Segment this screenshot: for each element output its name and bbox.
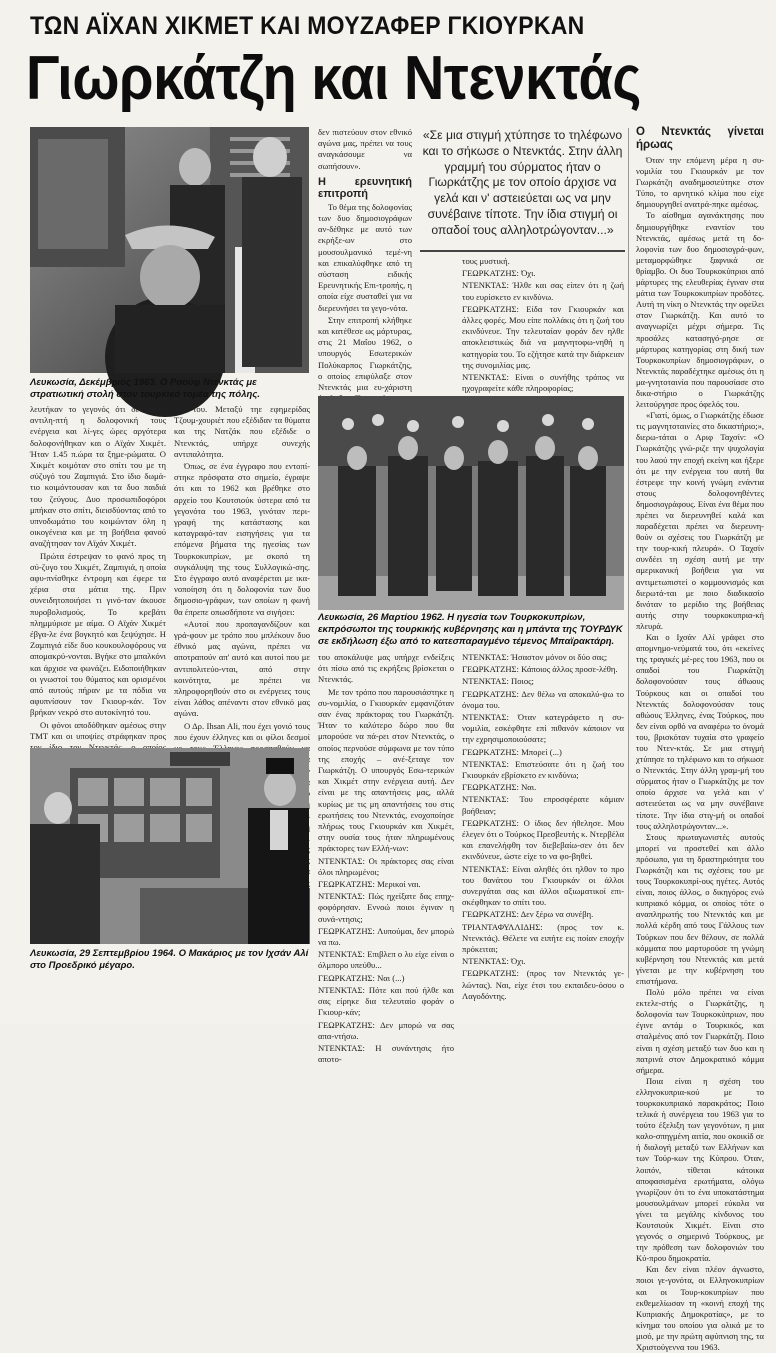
sidebar-denktas-hero: Ο Ντενκτάς γίνεται ήρωας Όταν την επόμενη μέρα η συ-νομιλία του Γκιουρκάν με τον Γιωρκάτζη αναδημοσιεύτηκε στον Τύπο, το αρνητικό κλίμα που είχε δημιουργηθεί ανατρά-πηκε αμέσως. Το αίσθημα αγανάκτησης που δημιουργήθηκε εναντίον του Ντενκτάς, αμέσως μετά τη δο-λοφονία των δυο δημοσιογρά-φων, μεταμορφώθηκε ξαφνικά σε θρίαμβο. Οι δυο Τουρκοκύπριοι από μάρτυρες της ελευθερίας έγιναν στα μάτια των Τουρκοκυπρίων προδότες. Αυτή τη νίκη ο Ντενκτάς την οφείλει στον Γιωρκάτζη. Και αυτό το αναγνωρίζει μέχρι σήμερα. Τις προσάλες κατασηγό-ρησε σε μάρτυρας κατηγορίας στη δική των Τουρκοκυπρίων δημοσιογράφων, ο Ντενκτάς παραδέχτηκε αμέσως ότι η μα-γνητοταινία που παρουσίασε στο δικα-στήριο ο Γιωρκάτζης λειτούργησε προς όφελός του. «Γιατί, όμως, ο Γιωρκάτζης έδωσε τις μαγνητοταινίες στο δικαστήριο;», διερω-τάται ο Αριφ Ταχσίν: «Ο Γιωρκάτζης γνώ-ριζε την ψυχολογία του λαού την εποχή εκείνη και ήξερε ότι με την ενέργεια του αυτή θα έστρεφε την κοινή γνώμη ενάντια στους δολοφονηθέντες δημοσιογράφους. Είναι ένα θέμα που πρέπει να διερευνηθεί καλά και παραδέχεται πρέπει να διερευνη-θούν οι σχέσεις του Γιωρκάτζη με την τουρ-κική πλευρά». Ο Ταχσίν συνδέει τη σχέση αυτή με την αμερικανική βοήθεια για να αντιμετωπιστεί ο κομμουνισμός και διερωτά-ται με ποιο διαδικασίο δινόταν το μερίδιο της βοήθειας αυτής στην τουρκοκυπρια-κή πλευρά. Και ο Ιχσάν Αλί γράφει στο απομνημο-νεύματά του, ότι «εκείνες της τραγικές μέ-ρες του 1963, που οι οπαδοί του Γιωρκάτζη δολοφονούσαν τους άθωους Τούρκους και οι οπαδοί του Ντενκτάς δολοφονούσαν τους αθώους Έλληνες, ένας Τούρκος, που δεν είναι ορθό να αναφέρω το όνομά του, βρισκόταν τυχαία στο γραφείο του Ντεν-κτάς. Σε μια στιγμή χτύπησε το τηλέφωνο και το σήκωσε ο Ντενκτάς. Στην άλλη γραμ-μή του σύρματος ήταν ο Γιωρκάτζης με τον οποίο άρχισε να γελά και ν' αστειεύεται ως να μην συνέβαινε τίποτε. Την ίδια στιγ-μή οι οπαδοί τους αλληλοτρώγονταν...». Στους πρωταγωνιστές αυτούς μπορεί να προστεθεί και άλλο πρόσωπο, για τη δραστηριότητα του Γιωρκάτζη και τις σχέσεις του με τους Τουρκοκυπρί-ους ηγέτες. Αυτός είναι, ποιος άλλος, ο δικηγόρος ενώ κυπριακό κόμμα, οι οποίος τότε ο αναπληρωτής του Ντενκτάς και με πολλά κέρδη από τους Γάλλους των Τούρκων που δεν θέλουν, σε πολλά κόμματα που μαρτυρούσε τη γνώμη κυβέρνηση του Ντενκτάς και μετά γίνεται με την κυβέρνηση του επιστήμονα. Πολύ μόλο πρέπει να είναι εκτελε-στής ο Γιωρκάτζης, η δολοφονία των Τουρκοκύπριων, που έγινε αντάμ ο Τουρκικός, και σταλμένος από τον Γιωρκάτζη. Ποιο είναι η σχέση μεταξύ των δυο και η πατρινά στον Δημοκρατικό κόμμα σήμερα. Ποια είναι η σχέση του ελληνοκυπρια-κού με το τουρκοκυπριακό παρακράτος; Ποιο τελικά ή συνέργεια του 1963 για το τούτο έξελιξη των γεγονότων, η μια καλο-σπηγμένη αιτία, που οκοικίδ σε ή διαλογή μεταξύ των Ελλήνων και των Τούρ-κων της Κύπρου. Όταν, λοιπόν, τίθεται κάτοικα αποφασισμένα ερωτήματα, ολόγω γνωρίζουν ότι το ένα υποκατάστημα μουσουλμάνων μπορεί εύκολα να γίνει τα μεγάλης κίνδυνος του Κουτσιούκ Χικμέτ. Είναι στο γεγονός ο σημερινό Τούρκους, με την πρόθεση των δολοφονιών του Κύ-πρου δημοκρατία. Και δεν είναι πλέον άγνωστο, ποιοι γε-γονότα, οι Ελληνοκυπρίων και οι Τουρ-κοκυπρίων που εκθεμελίωσαν τη «κοινή εποχή της Κυπριακής Δημοκρατίας», με το κίνημα του οποίου για ολικά με το μισό, με την πρώτη αφύπνιση της, τα Χριστούγεννα του 1963. xyxy=(636,126,764,1353)
column-rule xyxy=(628,128,629,978)
column-4-top: τους μυστική. ΓΕΩΡΚΑΤΖΗΣ: Όχι. ΝΤΕΝΚΤΑΣ: Ήλθε και σας είπεν ότι η ζωή του ευρίσκετο εν κινδύνω. ΓΕΩΡΚΑΤΖΗΣ: Είδα τον Γκιουρκάν και άλλες φορές. Μου είπε πολλάκις ότι η ζωή του εκινδύνευε. Την τελευταίαν φοράν δεν ηλθε αποκλειστικώς διά να μαγνητοφω-νηθή η κατηγορία του. Το εζήτησε κατά την διάρκειαν της συνομιλίας μας. ΝΤΕΝΚΤΑΣ: Είναι ο συνήθης τρόπος να ηχογραφείτε κάθε πληροφορίας; xyxy=(462,256,624,394)
column-4-bottom: ΝΤΕΝΚΤΑΣ: Ήσαστον μόνον οι δύο σας; ΓΕΩΡΚΑΤΖΗΣ: Κάποιος άλλος προσε-λέθη. ΝΤΕΝΚΤΑΣ: Ποιος; ΓΕΩΡΚΑΤΖΗΣ: Δεν θέλω να αποκαλύ-ψω το όνομα του. ΝΤΕΝΚΤΑΣ: Όταν κατεγράφετο η συ-νομιλία, εσκέφθητε επί πιθανόν κάποιον να την εχρησιμοποιούσατε; ΓΕΩΡΚΑΤΖΗΣ: Μπορεί (...) ΝΤΕΝΚΤΑΣ: Επιστεύσατε ότι η ζωή του Γκιουρκάν εβρίσκετο εν κινδύνω; ΓΕΩΡΚΑΤΖΗΣ: Ναι. ΝΤΕΝΚΤΑΣ: Του επροσφέρατε κάμιαν βοήθειαν; ΓΕΩΡΚΑΤΖΗΣ: Ο ίδιος δεν ήθελησε. Μου έλεγεν ότι ο Τούρκος Πρεσβευτής κ. Ντερβέλα και επανελήφθη τον διεβεβαίω-σεν ότι δεν εκινδύνευε, ώστε είχε το να φο-βηθεί. ΝΤΕΝΚΤΑΣ: Είναι αληθές ότι ηλθον το προ του θανάτου του Γκιουρκάν οι άλλοι συνεργάται σας και άλλοι αξιωματικοί επι-σκέφθηκαν το σπίτι του. ΓΕΩΡΚΑΤΖΗΣ: Δεν ξέρω να συνέβη. ΤΡΙΑΝΤΑΦΥΛΛΙΔΗΣ: (προς τον κ. Ντενκτάς). Θέλετε να ειπήτε εις ποίαν εποχήν πρόκειται; ΝΤΕΝΚΤΑΣ: Όχι. ΓΕΩΡΚΑΤΖΗΣ: (προς τον Ντενκτάς γε-λώντας). Ναι, είχε έτσι του εκπαιδευ-όσου ο Λαγοδόντης. xyxy=(462,652,624,1001)
column-3-top: δεν πιστεύουν στον εθνικό αγώνα μας, πρέπει να τους αναγκάσουμε να σωπήσουν». Η ερευνητική επιτροπή Το θέμα της δολοφονίας των δυο δημοσιογράφων αν-δέθηκε με αυτό των εκρήξε-ων στο μουσουλμανικό τεμέ-νη και επικαλύφθηκε από τη σύσταση ειδικής Ερευνητικής Επι-τροπής, η οποία είχε συσταθεί για να διερευνήσει τα γεγο-νότα. Στην επιτροπή κλήθηκε και κατέθεσε ως μάρτυρας, στις 21 Μαΐου 1962, ο υπουργός Εσωτερικών Πολύκαρπος Γιωρκάτζης, ο οποίος επιφύλαξε στον Ντενκτάς μια ευ-χάριστη xyxy=(318,127,412,393)
photo1-caption: Λευκωσία, Δεκέμβριος 1963. Ο Ραούφ Ντενκτάς με στρατιωτική στολή στον τουρκικό τομέα της πόλης. xyxy=(30,377,260,400)
column-1-bottom: λευτήκαν το γεγονός ότι δεν έγινε αντιλη-πτή η δολοφονική τους ενέργεια και λί-γες ώρες αργότερα δολοφονήθηκαν και ο Αϊχάν Χικμέτ. Ήταν 1.45 π.ώρα τα ξημε-ρώματα. Ο Χικμέτ κοιμόταν στο σπίτι του με τη σύζυγό του Ζαμπιγιά. Στο ίδιο δωμά-τιο κοιμόντουσαν και τα δυο παιδιά του ζεύγους. Δυο προσωπιδοφόροι μπήκαν στο σπίτι, διεισδύοντας από το υπνοδωμάτιο του κοιμώνταν όλη η οικογένεια και με τη βοήθεια φανού αναζήτησαν τον Αϊχάν Χικμέτ. Πρώτα έστρεψαν το φανό προς τη σύ-ζυγο του Χικμέτ, Ζαμπιγιά, η οποία αφυ-πνίσθηκε έντρομη και έφερε τα χέρια στα μάτια της. Πριν συνειδητοποιήσει τι γινό-ταν άκουσε πυροβολισμούς. Το κρεβάτι πλημμύρισε με αίμα. Ο Αϊχάν Χικμέτ έβγα-λε ένα βογκητό και ξεψύχησε. Η Ζαμπιγιά είδε δυο κουκουλοφόρους να απομακρύ-νονται. Βγήκε στο μπαλκόνι και άρχισε να φωνάζει. Ειδοποιήθηκαν οι γνωστοί του θύματος και ορισμένοι από αυτούς πήραν με τα πόδια να αφυπνίσουν τον Γκιουρ-κάν. Τον βρήκαν νεκρό στο αυτοκίνητό του. Οι φόνοι αποδόθηκαν αμέσως στην ΤΜΤ και οι υποψίες στράφηκαν προς xyxy=(30,404,166,741)
sidebar-heading: Ο Ντενκτάς γίνεται ήρωας xyxy=(636,126,764,151)
kicker-title: ΤΩΝ ΑΪΧΑΝ ΧΙΚΜΕΤ ΚΑΙ ΜΟΥΖΑΦΕΡ ΓΚΙΟΥΡΚΑΝ xyxy=(30,12,585,40)
photo3-caption: Λευκωσία, 29 Σεπτεμβρίου 1964. Ο Μακάριος με τον Ιχσάν Αλί στο Προεδρικό μέγαρο. xyxy=(30,948,309,971)
photo-turkish-cypriot-leadership xyxy=(318,396,624,610)
photo-makarios-ihsan-ali xyxy=(30,748,309,944)
pull-quote: «Σε μια στιγμή χτύπησε το τηλέφωνο και το σήκωσε ο Ντενκτάς. Στην άλλη γραμμή του σύρματος ήταν ο Γιωρκάτζης με τον οποίο άρχισε να γελά και ν' αστειεύεται ως να μην συνέβαινε τίποτε. Την ίδια στιγμή οι οπαδοί τους αλληλοτρώγονταν...» xyxy=(420,128,625,252)
photo2-caption: Λευκωσία, 26 Μαρτίου 1962. Η ηγεσία των Τουρκοκυπρίων, εκπρόσωποι της τουρκικής κυβέρνησης και η μπάντα της ΤΟΥΡΔΥΚ σε εκδήλωση έξω από το κατεσπαραγμένο τέμενος Μπαϊρακτάρη. xyxy=(318,612,623,647)
headline: Γιωρκάτζη και Ντενκτάς xyxy=(26,44,641,113)
column-3-bottom: του αποκάλυψε μας υπήρχε ενδείξεις ότι πίσω από τις εκρήξεις βρίσκεται ο Ντενκτάς. Με τον τρόπο που παρουσιάστηκε η συ-νομιλία, ο Γκιουρκάν εμφανιζόταν σαν ένας πράκτορας του Γιωρκάτζη. Ήταν το καλύτερο δώρο που θα μπορούσε να πά-ρει στον Ντενκτάς, ο οποίος περνούσε σύμφωνα με τον τύπο της εποχής – ανέ-ξεταγε τον Γιωρκάτζη. Ο υπουργός Εσω-τερικών και Χικμέτ στην ενέργεια αυτή. Δεν είναι με της απαντήσεις μας, αλλά κυρίως με τις μη απαντήσεις του στις ερωτήσεις του Ντενκτάς, ενοχοποίησε πλήρως τους Γκιουρκάν και Χικμέτ, στην ουσία τους ήταν πληρωμένους πράκτορες των Ελλή-νων: ΝΤΕΝΚΤΑΣ: Οι πράκτορες σας είναι όλοι πληρωμένοι; ΓΕΩΡΚΑΤΖΗΣ: Μερικοί ναι. ΝΤΕΝΚΤΑΣ: Πώς ηχείξατε δας επηχ-φοφόρησαν. Εννοώ ποιοι έγιναν η συνά-ντησις; ΓΕΩΡΚΑΤΖΗΣ: Λυπούμαι, δεν μπορώ να πω. ΝΤΕΝΚΤΑΣ: Επιβλεπ ο λυ είχε είναι ο όλμπορο υπεύθυ... ΓΕΩΡΚΑΤΖΗΣ: Ναι (...) ΝΤΕΝΚΤΑΣ: Πότε και πού ήλθε και σας είρηκε δια τελευταίο φοράν ο Γκιουρ-κάν; ΓΕΩΡΚΑΤΖΗΣ: Δεν μπορώ να σας απα-ντήσω. ΝΤΕΝΚΤΑΣ: Η συνάντησις ήτο αποτο- xyxy=(318,652,454,1065)
photo-denktas-uniform xyxy=(30,127,309,373)
column-2-bottom: δια του. Μεταξύ τηε εφημερίδας Τζουμ-χουριέτ που εξέδιδαν τα θύματα και της Νατζάκ που εξέδιδε ο Ντενκτάς, υπήρχε συνεχής αντιπαλότητα. Όπως, σε ένα έγγραφο που εντοπί-στηκε πρόσφατα στο σημείο, έγραψε ότι και το 1962 και βρέθηκε στο αρχείο του Κουτσιούκ ύστερα από τα γεγονότα του 1963, γινόταν περι-γραφή της κατάστασης και καταγραφό-ταν εισηγήσεις για τα επόμενα βήματα της ηγεσίας των Τουρκοκυπρίων, με σκοπό τη συγκάλυψη της τους Συλλογικώ-σης. Στο έγγραφο αυτό αναφέρεται με ικα-νοποίηση ότι η δολοφονία των δυο δημοσιο-γράφων, των οποίων η φωνή θα έπρεπε οπωσδήποτε να σιγήσει: «Αυτοί που προπαγανδίζουν και γρά-φουν με τρόπο που μπλέκουν δυο έθνικό μας αγώνα, πρέπει να αποτραπούν απ' αυτό και αυτοί που με αντιπολιτεύο-νται, από στην κοινότητα, με πρέπει να πληροφορηθούν στο οι ενέργειες τους είναι λάθος απέναντι στον εθνικό μας αγώνα. Ο Δρ. Ihsan Ali, που έχει γονιό τους που έχουν έλληνες και οι φίλοι δεσμοί xyxy=(174,404,310,742)
subheading-commission: Η ερευνητική επιτροπή xyxy=(318,175,412,200)
